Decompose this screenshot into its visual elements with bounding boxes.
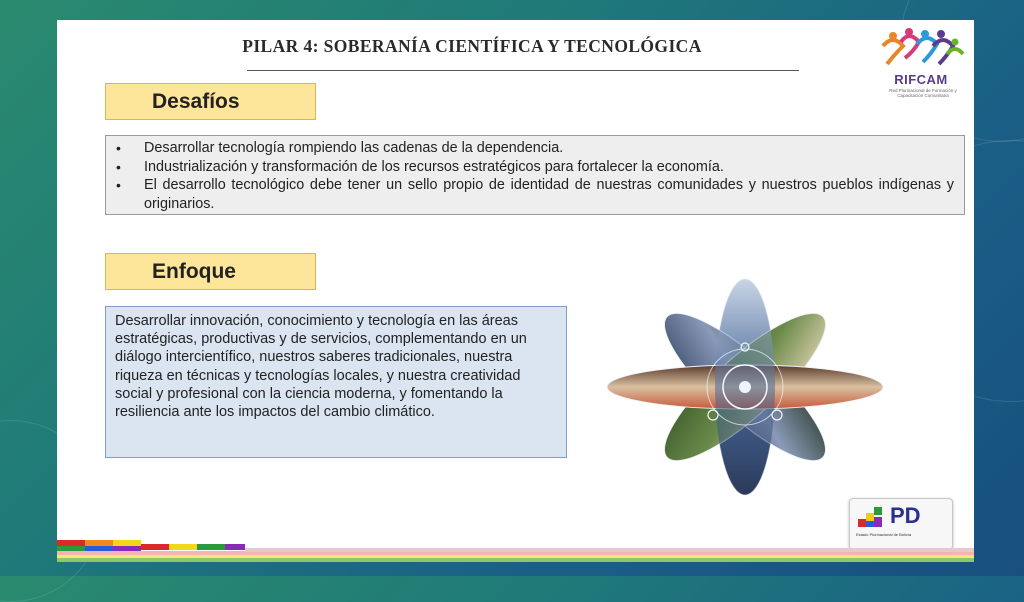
pd-logo-subtitle: Estado Plurinacional de Bolivia — [856, 532, 911, 537]
list-item: • Industrialización y transformación de los recursos estratégicos para fortalecer la economía. — [116, 158, 954, 177]
desafios-label-text: Desafíos — [152, 89, 240, 113]
enfoque-text: Desarrollar innovación, conocimiento y tecnología en las áreas estratégicas, productivas y de servicios, complementando en un diálogo intercientífico, nuestros saberes tradicionales, nuestra riqueza en técnicas y tecnologías locales, y nuestra creatividad social y profesional con la ciencia moderna, y fomentando la resiliencia ante los impactos del cambio climático. — [115, 313, 527, 421]
rifcam-logo-subtitle: Red Plurinacional de Formación y Capacitación Comunitaria — [889, 88, 957, 98]
desafios-list — [116, 139, 954, 213]
desafios-list-box — [105, 135, 965, 215]
enfoque-label-text: Enfoque — [152, 259, 236, 283]
list-item: • El desarrollo tecnológico debe tener un sello propio de identidad de nuestras comunidades y nuestros pueblos indígenas y originarios. — [116, 176, 954, 213]
slide — [57, 20, 974, 562]
pd-logo-text: PD — [890, 503, 921, 528]
enfoque-text-box — [105, 306, 567, 458]
rifcam-logo-icon — [875, 24, 967, 72]
rifcam-logo — [875, 24, 967, 106]
enfoque-label — [105, 253, 316, 290]
atom-collage-icon — [605, 275, 885, 500]
title-underline — [247, 70, 799, 71]
list-item: • Desarrollar tecnología rompiendo las cadenas de la dependencia. — [116, 139, 954, 158]
slide-title: PILAR 4: SOBERANÍA CIENTÍFICA Y TECNOLÓGICA — [242, 36, 702, 56]
wiphala-stripe — [57, 540, 974, 562]
desafios-label — [105, 83, 316, 120]
pd-logo-icon — [856, 505, 892, 531]
rifcam-logo-name: RIFCAM — [894, 72, 948, 87]
